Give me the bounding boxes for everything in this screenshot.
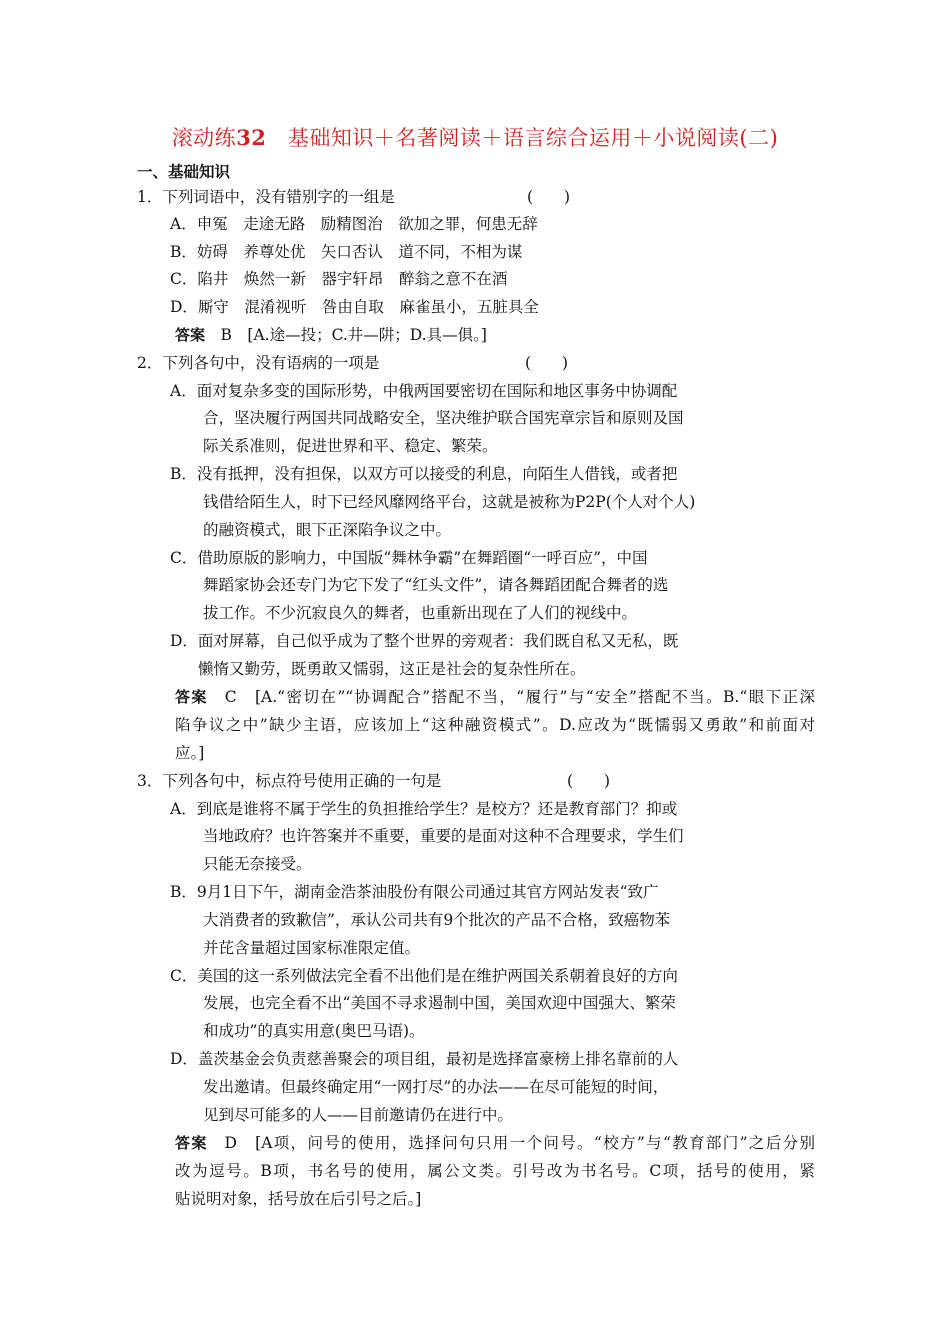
answer-paren: ( ) (525, 354, 569, 372)
q3-option-c-line3: 和成功”的真实用意(奥巴马语)。 (203, 1022, 425, 1040)
q2-answer-text1: C [A.“密切在”“协调配合”搭配不当，“履行”与“安全”搭配不当。B.“眼下正深 (207, 688, 815, 706)
q1-answer-text: B [A.途—投；C.井—阱；D.具—俱。] (205, 326, 487, 344)
q3-answer-text1: D [A项，问号的使用，选择问句只用一个问号。“校方”与“教育部门”之后分别 (207, 1134, 815, 1152)
q3-option-a-line3: 只能无奈接受。 (203, 855, 312, 873)
title-number: 32 (236, 125, 267, 150)
q2-option-c-line2: 舞蹈家协会还专门为它下发了“红头文件”，请各舞蹈团配合舞者的选 (203, 576, 669, 594)
page-title (0, 122, 950, 152)
q2-option-a-line1: A．面对复杂多变的国际形势，中俄两国要密切在国际和地区事务中协调配 (170, 382, 678, 400)
q3-option-d-line3: 见到尽可能多的人——目前邀请仍在进行中。 (203, 1106, 514, 1124)
q2-option-d-line1: D．面对屏幕，自己似乎成为了整个世界的旁观者：我们既自私又无私，既 (170, 632, 679, 650)
q2-option-b-line2: 钱借给陌生人，时下已经风靡网络平台，这就是被称为P2P(个人对个人) (203, 493, 696, 511)
q2-answer-line2: 陷争议之中”缺少主语，应该加上“这种融资模式”。D.应改为“既懦弱又勇敢”和前面对 (175, 716, 815, 734)
q3-option-b-line1: B．9月1日下午，湖南金浩茶油股份有限公司通过其官方网站发表“致广 (170, 883, 659, 901)
q2-option-c-line3: 拔工作。不少沉寂良久的舞者，也重新出现在了人们的视线中。 (203, 604, 638, 622)
q1-option-d: D．厮守 混淆视听 咎由自取 麻雀虽小，五脏具全 (170, 298, 539, 316)
q2-answer-line1 (175, 686, 815, 708)
q2-option-c-line1: C．借助原版的影响力，中国版“舞林争霸”在舞蹈圈“一呼百应”，中国 (170, 549, 648, 567)
section-heading: 一、基础知识 (137, 163, 231, 181)
q3-option-a-line1: A．到底是谁将不属于学生的负担推给学生？是校方？还是教育部门？抑或 (170, 800, 678, 818)
question-2-stem (137, 352, 569, 374)
q3-option-a-line2: 当地政府？也许答案并不重要，重要的是面对这种不合理要求，学生们 (203, 827, 684, 845)
question-1-stem (137, 186, 571, 208)
question-3-text: 3．下列各句中，标点符号使用正确的一句是 (137, 772, 442, 790)
q1-option-a: A．申冤 走途无路 励精图治 欲加之罪，何患无辞 (170, 215, 538, 233)
q1-option-c: C．陷井 焕然一新 器宇轩昂 醉翁之意不在酒 (170, 270, 508, 288)
q3-option-c-line2: 发展，也完全看不出“美国不寻求遏制中国，美国欢迎中国强大、繁荣 (203, 994, 676, 1012)
q3-option-d-line1: D．盖茨基金会负责慈善聚会的项目组，最初是选择富豪榜上排名靠前的人 (170, 1050, 679, 1068)
q2-option-d-line2: 懒惰又勤劳，既勇敢又懦弱，这正是社会的复杂性所在。 (198, 660, 586, 678)
question-1-text: 1．下列词语中，没有错别字的一组是 (137, 188, 395, 206)
q3-option-c-line1: C．美国的这一系列做法完全看不出他们是在维护两国关系朝着良好的方向 (170, 967, 678, 985)
answer-paren: ( ) (527, 188, 571, 206)
title-main: 基础知识＋名著阅读＋语言综合运用＋小说阅读(二) (287, 126, 779, 150)
q2-option-b-line3: 的融资模式，眼下正深陷争议之中。 (203, 521, 452, 539)
answer-label: 答案 (175, 1134, 208, 1152)
q2-option-a-line2: 合，坚决履行两国共同战略安全，坚决维护联合国宪章宗旨和原则及国 (203, 409, 684, 427)
q1-option-b: B．妨碍 养尊处优 矢口否认 道不同，不相为谋 (170, 243, 523, 261)
q3-answer-line3: 贴说明对象，括号放在后引号之后。] (175, 1190, 422, 1208)
answer-label: 答案 (175, 326, 206, 344)
q3-option-b-line3: 并芘含量超过国家标准限定值。 (203, 939, 421, 957)
title-prefix: 滚动练 (171, 126, 237, 150)
q3-option-b-line2: 大消费者的致歉信”，承认公司共有9个批次的产品不合格，致癌物苯 (203, 911, 671, 929)
answer-paren: ( ) (567, 772, 611, 790)
question-2-text: 2．下列各句中，没有语病的一项是 (137, 354, 380, 372)
question-3-stem (137, 770, 611, 792)
q2-option-b-line1: B．没有抵押，没有担保，以双方可以接受的利息，向陌生人借钱，或者把 (170, 465, 678, 483)
q3-option-d-line2: 发出邀请。但最终确定用“一网打尽”的办法——在尽可能短的时间， (203, 1078, 669, 1096)
q2-option-a-line3: 际关系准则，促进世界和平、稳定、繁荣。 (203, 437, 498, 455)
q3-answer-line2: 改为逗号。B项，书名号的使用，属公文类。引号改为书名号。C项，括号的使用，紧 (175, 1162, 815, 1180)
q3-answer-line1 (175, 1132, 815, 1154)
q1-answer (175, 324, 487, 346)
answer-label: 答案 (175, 688, 208, 706)
q2-answer-line3: 应。] (175, 744, 205, 762)
